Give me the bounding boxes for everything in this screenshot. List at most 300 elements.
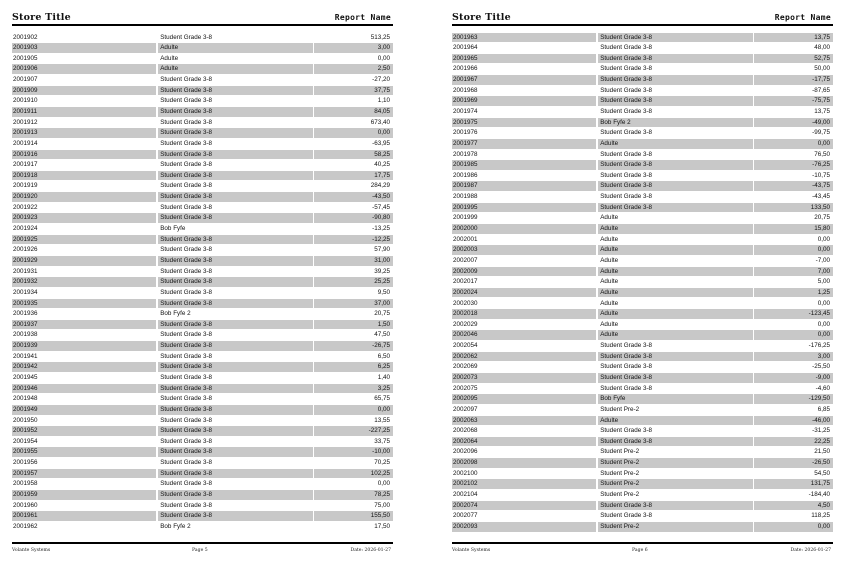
cell-id: 2002075 [453, 384, 478, 392]
cell-category: Student Grade 3-8 [598, 501, 753, 511]
cell-id: 2001909 [12, 86, 156, 96]
table-row [12, 309, 393, 320]
cell-category: Student Grade 3-8 [158, 277, 313, 287]
cell-amount: 7,00 [754, 267, 833, 277]
table-row [12, 468, 393, 479]
cell-id: 2001913 [12, 128, 156, 138]
cell-category: Student Grade 3-8 [598, 54, 753, 64]
report-name: Report Name [774, 13, 831, 22]
cell-id: 2002000 [452, 224, 596, 234]
table-row [452, 415, 833, 426]
cell-amount: 20,75 [814, 214, 830, 222]
table-row [12, 330, 393, 341]
table-row [452, 394, 833, 405]
cell-id: 2001948 [13, 395, 38, 403]
cell-amount: 1,40 [377, 374, 390, 381]
cell-id: 2001910 [13, 97, 38, 105]
table-row [452, 287, 833, 298]
cell-id: 2001906 [12, 64, 156, 74]
cell-category: Adulte [598, 416, 753, 426]
table-row [452, 373, 833, 384]
cell-id: 2002064 [452, 437, 596, 447]
table-row [12, 64, 393, 75]
table-row [452, 128, 833, 139]
cell-category: Student Grade 3-8 [600, 171, 653, 179]
cell-category: Student Grade 3-8 [598, 33, 753, 43]
cell-amount: 78,25 [314, 490, 393, 500]
cell-category: Student Grade 3-8 [158, 171, 313, 181]
cell-id: 2001978 [453, 150, 478, 158]
table-row [12, 138, 393, 149]
cell-amount: 0,00 [817, 320, 830, 328]
table-row [452, 138, 833, 149]
cell-amount: 3,00 [754, 352, 833, 362]
cell-amount: 13,55 [374, 416, 390, 424]
cell-category: Student Grade 3-8 [158, 299, 313, 309]
cell-category: Student Grade 3-8 [158, 511, 313, 521]
cell-category: Adulte [600, 299, 619, 307]
table-row [452, 447, 833, 458]
table-row [452, 511, 833, 522]
table-row [12, 202, 393, 213]
cell-amount: 1,10 [377, 97, 390, 105]
cell-id: 2001976 [453, 129, 478, 137]
cell-category: Student Pre-2 [600, 491, 640, 499]
cell-id: 2001934 [13, 288, 38, 296]
cell-category: Student Grade 3-8 [158, 426, 313, 436]
cell-category: Adulte [600, 320, 619, 328]
table-row [12, 213, 393, 224]
table-row [12, 351, 393, 362]
table-row [452, 213, 833, 224]
cell-amount: -12,25 [314, 235, 393, 245]
cell-amount: 0,00 [817, 235, 830, 243]
cell-id: 2002104 [453, 491, 478, 499]
table-row [452, 490, 833, 501]
cell-id: 2002018 [452, 309, 596, 319]
cell-category: Student Grade 3-8 [600, 342, 653, 350]
cell-id: 2001987 [452, 181, 596, 191]
cell-amount: -184,40 [808, 491, 830, 499]
table-row [452, 75, 833, 86]
table-row [12, 277, 393, 288]
cell-category: Bob Fyfe 2 [598, 118, 753, 128]
cell-category: Student Pre-2 [598, 458, 753, 468]
cell-id: 2002030 [453, 299, 478, 307]
table-row [452, 266, 833, 277]
footer-company: Volante Systems [12, 548, 51, 553]
cell-amount: -25,50 [812, 363, 830, 371]
cell-category: Student Grade 3-8 [158, 150, 313, 160]
cell-amount: 65,75 [374, 395, 390, 403]
cell-category: Student Grade 3-8 [158, 235, 313, 245]
cell-id: 2001946 [12, 384, 156, 394]
cell-amount: 76,50 [814, 150, 830, 158]
cell-amount: 6,25 [314, 362, 393, 372]
cell-id: 2001975 [452, 118, 596, 128]
table-row [12, 341, 393, 352]
cell-category: Adulte [600, 235, 619, 243]
cell-category: Adulte [598, 267, 753, 277]
cell-amount: -176,25 [808, 342, 830, 350]
footer-page-number: Page 6 [632, 548, 648, 553]
cell-category: Student Grade 3-8 [600, 193, 653, 201]
cell-category: Bob Fyfe [160, 225, 186, 233]
cell-amount: -43,45 [812, 193, 830, 201]
cell-id: 2001929 [12, 256, 156, 266]
report-table [12, 32, 393, 532]
cell-category: Adulte [598, 139, 753, 149]
cell-id: 2002077 [453, 512, 478, 520]
cell-amount: 6,85 [817, 405, 830, 413]
table-row [12, 415, 393, 426]
cell-id: 2001999 [453, 214, 478, 222]
cell-id: 2002046 [452, 330, 596, 340]
cell-id: 2001977 [452, 139, 596, 149]
cell-amount: 17,75 [314, 171, 393, 181]
cell-category: Student Grade 3-8 [600, 86, 653, 94]
cell-amount: 0,00 [754, 139, 833, 149]
cell-id: 2001932 [12, 277, 156, 287]
cell-category: Student Grade 3-8 [160, 182, 213, 190]
cell-id: 2002029 [453, 320, 478, 328]
cell-id: 2001949 [12, 405, 156, 415]
cell-amount: 33,75 [374, 437, 390, 445]
cell-amount: -227,25 [314, 426, 393, 436]
cell-category: Student Grade 3-8 [600, 384, 653, 392]
cell-category: Student Grade 3-8 [160, 437, 213, 445]
cell-id: 2002093 [452, 522, 596, 532]
cell-id: 2001963 [452, 33, 596, 43]
cell-id: 2001955 [12, 447, 156, 457]
cell-amount: 17,50 [374, 522, 390, 530]
cell-amount: 48,00 [814, 44, 830, 52]
cell-category: Adulte [600, 278, 619, 286]
cell-id: 2001941 [13, 352, 38, 360]
cell-id: 2001965 [452, 54, 596, 64]
cell-id: 2001939 [12, 341, 156, 351]
cell-id: 2001902 [13, 33, 38, 41]
table-row [12, 404, 393, 415]
cell-id: 2001936 [13, 310, 38, 318]
table-row [12, 287, 393, 298]
table-row [452, 404, 833, 415]
cell-amount: 52,75 [754, 54, 833, 64]
table-row [12, 511, 393, 522]
cell-id: 2001985 [452, 160, 596, 170]
cell-category: Student Grade 3-8 [158, 405, 313, 415]
page-header [12, 12, 393, 26]
cell-category: Student Grade 3-8 [598, 96, 753, 106]
cell-amount: 102,25 [314, 469, 393, 479]
cell-id: 2001960 [13, 501, 38, 509]
table-row [12, 234, 393, 245]
table-row [452, 255, 833, 266]
report-page-6 [452, 0, 833, 575]
cell-amount: 0,00 [377, 480, 390, 488]
table-row [12, 255, 393, 266]
table-row [12, 53, 393, 64]
cell-amount: 84,05 [314, 107, 393, 117]
cell-amount: -87,65 [812, 86, 830, 94]
cell-category: Bob Fyfe 2 [160, 310, 191, 318]
cell-category: Student Grade 3-8 [598, 373, 753, 383]
cell-id: 2002102 [452, 479, 596, 489]
cell-id: 2002062 [452, 352, 596, 362]
cell-category: Student Grade 3-8 [600, 65, 653, 73]
cell-amount: -57,45 [372, 203, 390, 211]
cell-id: 2001903 [12, 43, 156, 53]
cell-amount: 5,00 [817, 278, 830, 286]
cell-amount: 0,00 [377, 54, 390, 62]
cell-amount: -46,00 [754, 416, 833, 426]
table-row [452, 500, 833, 511]
table-row [452, 181, 833, 192]
cell-id: 2001917 [13, 161, 38, 169]
cell-amount: -10,00 [314, 447, 393, 457]
cell-category: Student Grade 3-8 [160, 331, 213, 339]
cell-id: 2001922 [13, 203, 38, 211]
report-page-5 [12, 0, 393, 575]
cell-category: Student Grade 3-8 [158, 469, 313, 479]
cell-category: Student Pre-2 [600, 405, 640, 413]
cell-amount: 58,25 [314, 150, 393, 160]
cell-amount: 133,50 [754, 203, 833, 213]
table-row [12, 85, 393, 96]
page-header [452, 12, 833, 26]
cell-category: Student Grade 3-8 [160, 33, 213, 41]
store-title: Store Title [12, 12, 71, 23]
cell-amount: -9,00 [754, 373, 833, 383]
table-row [452, 224, 833, 235]
cell-category: Student Pre-2 [598, 522, 753, 532]
cell-id: 2001964 [453, 44, 478, 52]
table-row [12, 245, 393, 256]
cell-amount: 54,50 [814, 469, 830, 477]
cell-id: 2001937 [12, 320, 156, 330]
cell-amount: 3,25 [314, 384, 393, 394]
cell-category: Student Grade 3-8 [160, 395, 213, 403]
cell-category: Bob Fyfe 2 [160, 522, 191, 530]
table-row [452, 234, 833, 245]
cell-amount: -31,25 [812, 427, 830, 435]
cell-id: 2001938 [13, 331, 38, 339]
report-table [452, 32, 833, 532]
cell-amount: 75,00 [374, 501, 390, 509]
cell-id: 2001988 [453, 193, 478, 201]
cell-category: Student Grade 3-8 [160, 374, 213, 381]
table-row [12, 32, 393, 43]
cell-amount: 118,25 [811, 512, 830, 520]
table-row [452, 277, 833, 288]
table-row [12, 426, 393, 437]
cell-amount: 4,50 [754, 501, 833, 511]
cell-category: Student Grade 3-8 [158, 192, 313, 202]
table-row [12, 192, 393, 203]
cell-category: Student Grade 3-8 [160, 416, 213, 424]
cell-id: 2001968 [453, 86, 478, 94]
cell-category: Student Grade 3-8 [158, 128, 313, 138]
cell-amount: 39,25 [374, 267, 390, 275]
cell-category: Student Grade 3-8 [158, 341, 313, 351]
cell-category: Adulte [160, 54, 179, 62]
cell-id: 2001912 [13, 118, 38, 126]
cell-id: 2002068 [453, 427, 478, 435]
cell-id: 2002003 [452, 245, 596, 255]
table-row [452, 43, 833, 54]
cell-amount: -63,95 [372, 139, 390, 147]
cell-id: 2001959 [12, 490, 156, 500]
cell-category: Adulte [158, 64, 313, 74]
table-row [452, 521, 833, 532]
table-row [12, 383, 393, 394]
cell-category: Student Grade 3-8 [160, 203, 213, 211]
cell-id: 2002009 [452, 267, 596, 277]
table-row [12, 500, 393, 511]
cell-amount: 0,00 [817, 299, 830, 307]
cell-category: Student Grade 3-8 [158, 256, 313, 266]
table-row [12, 394, 393, 405]
cell-category: Student Grade 3-8 [158, 213, 313, 223]
table-row [452, 192, 833, 203]
cell-id: 2002007 [453, 256, 478, 264]
cell-amount: 0,00 [314, 405, 393, 415]
cell-category: Bob Fyfe [598, 394, 753, 404]
table-row [12, 75, 393, 86]
cell-amount: 13,75 [754, 33, 833, 43]
cell-id: 2001956 [13, 459, 38, 467]
cell-amount: 20,75 [374, 310, 390, 318]
cell-amount: -7,00 [815, 256, 830, 264]
table-row [452, 298, 833, 309]
table-row [12, 106, 393, 117]
cell-id: 2001916 [12, 150, 156, 160]
table-row [452, 32, 833, 43]
cell-category: Student Grade 3-8 [598, 437, 753, 447]
cell-amount: 40,25 [374, 161, 390, 169]
cell-id: 2001961 [12, 511, 156, 521]
table-row [452, 468, 833, 479]
cell-amount: 70,25 [374, 459, 390, 467]
cell-id: 2002074 [452, 501, 596, 511]
cell-amount: 0,00 [754, 522, 833, 532]
cell-id: 2001914 [13, 139, 38, 147]
cell-amount: 0,00 [754, 245, 833, 255]
table-row [12, 128, 393, 139]
cell-amount: 50,00 [814, 65, 830, 73]
cell-amount: -90,80 [314, 213, 393, 223]
cell-category: Student Grade 3-8 [160, 501, 213, 509]
cell-id: 2002097 [453, 405, 478, 413]
cell-id: 2002001 [453, 235, 478, 243]
cell-id: 2001966 [453, 65, 478, 73]
table-row [452, 458, 833, 469]
table-row [12, 373, 393, 384]
table-row [452, 426, 833, 437]
cell-id: 2001924 [13, 225, 38, 233]
table-row [12, 319, 393, 330]
footer-date: Date: 2026-01-27 [350, 548, 391, 553]
cell-amount: -27,20 [372, 76, 390, 84]
cell-category: Student Grade 3-8 [158, 107, 313, 117]
cell-amount: 31,00 [314, 256, 393, 266]
cell-amount: 0,00 [314, 128, 393, 138]
cell-category: Student Grade 3-8 [598, 203, 753, 213]
table-row [12, 436, 393, 447]
cell-id: 2001923 [12, 213, 156, 223]
footer-company: Volante Systems [452, 548, 491, 553]
cell-id: 2002096 [453, 448, 478, 456]
cell-id: 2001911 [12, 107, 156, 117]
cell-category: Adulte [598, 245, 753, 255]
cell-amount: 0,00 [754, 330, 833, 340]
cell-amount: 1,25 [754, 288, 833, 298]
cell-category: Student Grade 3-8 [598, 352, 753, 362]
table-row [452, 170, 833, 181]
report-name: Report Name [334, 13, 391, 22]
table-row [452, 149, 833, 160]
cell-id: 2002100 [453, 469, 478, 477]
cell-category: Student Grade 3-8 [600, 150, 653, 158]
cell-id: 2002098 [452, 458, 596, 468]
table-row [12, 43, 393, 54]
table-row [12, 170, 393, 181]
table-row [12, 521, 393, 532]
table-row [12, 298, 393, 309]
table-row [12, 490, 393, 501]
cell-category: Student Grade 3-8 [160, 459, 213, 467]
table-row [452, 202, 833, 213]
cell-amount: 3,00 [314, 43, 393, 53]
cell-category: Student Grade 3-8 [160, 76, 213, 84]
cell-category: Student Grade 3-8 [160, 267, 213, 275]
table-row [452, 85, 833, 96]
cell-amount: -43,75 [754, 181, 833, 191]
cell-amount: 37,00 [314, 299, 393, 309]
table-row [12, 224, 393, 235]
cell-category: Student Grade 3-8 [160, 480, 213, 488]
cell-id: 2001974 [453, 107, 478, 115]
cell-category: Student Grade 3-8 [600, 44, 653, 52]
table-row [452, 351, 833, 362]
cell-category: Adulte [598, 309, 753, 319]
cell-amount: -99,75 [812, 129, 830, 137]
cell-id: 2001967 [452, 75, 596, 85]
cell-category: Student Grade 3-8 [158, 490, 313, 500]
cell-category: Student Grade 3-8 [160, 139, 213, 147]
cell-amount: -13,25 [372, 225, 390, 233]
store-title: Store Title [452, 12, 511, 23]
cell-amount: 673,40 [370, 118, 390, 126]
cell-amount: -43,50 [314, 192, 393, 202]
cell-category: Student Grade 3-8 [160, 161, 213, 169]
table-row [452, 330, 833, 341]
cell-category: Student Grade 3-8 [160, 246, 213, 254]
table-row [12, 266, 393, 277]
table-row [452, 96, 833, 107]
cell-amount: -4,60 [815, 384, 830, 392]
table-row [452, 53, 833, 64]
cell-amount: 15,80 [754, 224, 833, 234]
table-row [12, 362, 393, 373]
cell-amount: 513,25 [370, 33, 390, 41]
cell-id: 2002054 [453, 342, 478, 350]
cell-category: Student Grade 3-8 [598, 181, 753, 191]
footer-page-number: Page 5 [192, 548, 208, 553]
cell-id: 2002069 [453, 363, 478, 371]
cell-id: 2001926 [13, 246, 38, 254]
cell-category: Student Grade 3-8 [600, 129, 653, 137]
